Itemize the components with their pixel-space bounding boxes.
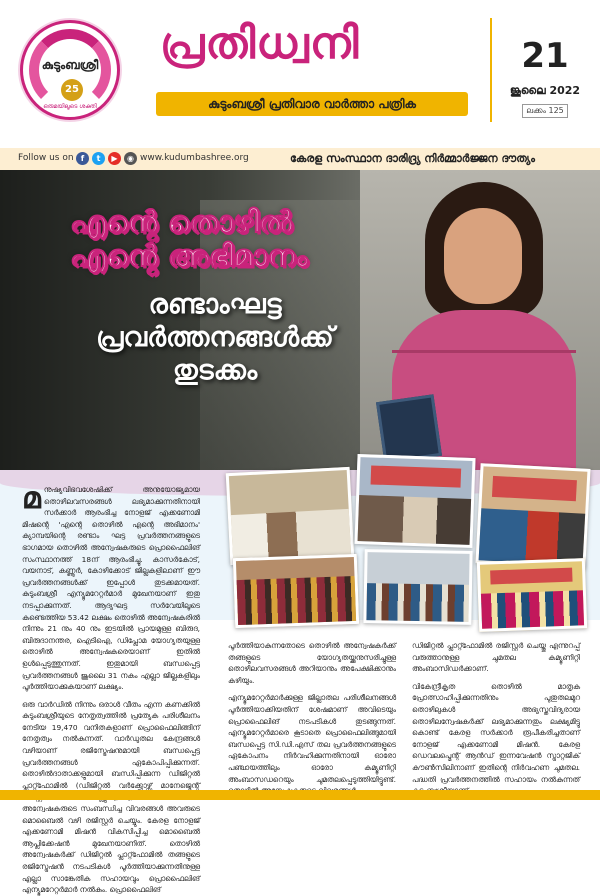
facebook-icon[interactable]: f [76, 152, 89, 165]
logo-tagline: ഒരുമയിലൂടെ ശക്തി [43, 103, 97, 110]
follow-bar [0, 148, 600, 170]
event-photo[interactable] [477, 558, 587, 632]
article-paragraph [22, 481, 200, 693]
article-column-2 [228, 640, 396, 786]
website-link[interactable]: www.kudumbashree.org [140, 153, 249, 163]
web-icon[interactable]: ◉ [124, 152, 137, 165]
event-photo[interactable] [354, 454, 475, 548]
youtube-icon[interactable]: ▶ [108, 152, 121, 165]
newsletter-title: പ്രതിധ്വനി [160, 18, 360, 69]
masthead-divider [490, 18, 492, 122]
article-paragraph: എന്യൂമറേറ്റർമാർക്കുള്ള ജില്ലാതല പരിശീലനങ്ങൾ പൂർത്തിയാക്കിയതിന് ശേഷമാണ് അവിടെയും പ്രൊഫൈലിങ് നടപടികൾ തുടങ്ങുന്നത്. എന്യൂമറേറ്റർമാരെ കൂടാതെ പ്രൊഫൈലിങ്ങുമായി ബന്ധപ്പെട്ട സി.ഡി.എസ് തല പ്രവർത്തനങ്ങളുടെ ഏകോപനം നിർവഹിക്കുന്നതിനായി ഓരോ പഞ്ചായത്തിലും ഓരോ കമ്യൂണിറ്റി അംബാസഡറെയും ചുമതലപ്പെടുത്തിയിട്ടുണ്ട്. [228, 693, 396, 784]
hero-subheadline [50, 288, 380, 387]
article-column-3 [412, 640, 580, 786]
article-text: നുഷ്യവിഭവശേഷിക്ക് അനുയോജ്യമായ തൊഴിലവസരങ്ങൾ ലഭ്യമാക്കുന്നതിനായി സർക്കാർ ആരംഭിച്ച നോളജ് എക്കണോമി മിഷന്റെ 'എന്റെ തൊഴിൽ എന്റെ അഭിമാനം' ക്യാമ്പയിന്റെ രണ്ടാം ഘട്ട പ്രവർത്തനങ്ങളുടെ ഭാഗമായ തൊഴിൽ അന്വേഷകരുടെ പ്രൊഫൈലിങ് സംസ്ഥാനത്ത് 18ന് ആരംഭിച്ചു. കാസർകോട്, വയനാട്, കണ്ണൂർ, കോഴിക്കോട് ജില്ലകളിലാണ് ഈ പ്രവർത്തനങ്ങൾക്ക് ഇപ്പോൾ തുടക്കമായത്. കുടുംബശ്രീ എന്യൂമറേറ്റർമാർ മുഖേനയാണ് ഇതു നടപ്പാക്കുന്നത്. ആദ്യഘട്ട സർവേയിലൂടെ കണ്ടെത്തിയ 53.42 ലക്ഷം തൊഴിൽ അന്വേഷകരിൽ നിന്നും 21 നും 40 നും ഇടയിൽ പ്രായമുള്ള ബിരുദ, ബിരുദാനന്തര, ഐടിഐ, ഡിപ്ലോമ യോഗ്യതയുള്ള തൊഴിൽ അന്വേഷകരെയാണ് ഇതിൽ ഉൾപ്പെടുത്തുന്നത്. ഇതുമായി ബന്ധപ്പെട്ട പ്രവർത്തനങ്ങൾ ജൂലൈ 31 നകം എല്ലാ ജില്ലകളിലും പൂർത്തിയാക്കുകയാണ് ലക്ഷ്യം. [22, 485, 200, 692]
event-photo[interactable] [363, 549, 472, 625]
hero-headline-line-2: എന്റെ അഭിമാനം [70, 239, 308, 274]
hero-books [376, 394, 442, 463]
hero-woman-face [444, 208, 522, 304]
article-paragraph: ഒരു വാർഡിൽ നിന്നും ഒരാൾ വീതം എന്ന കണക്കിൽ കുടുംബശ്രീയുടെ നേതൃത്വത്തിൽ പ്രത്യേക പരിശീലനം നേടിയ 19,470 വനിതകളാണ് പ്രൊഫൈലിങ്ങിന് നേതൃത്വം നൽകുന്നത്. വാർഡുതല കേന്ദ്രങ്ങൾ വഴിയാണ് രജിസ്ട്രേഷനുമായി ബന്ധപ്പെട്ട പ്രവർത്തനങ്ങൾ ഏകോപിപ്പിക്കുന്നത്. തൊഴിൽദാതാക്കളുമായി ബന്ധിപ്പിക്കുന്ന ഡിജിറ്റൽ പ്ലാറ്റ്ഫോമിൽ (ഡിജിറ്റൽ വർക്ക്ഫോഴ്സ് മാനേജ്മെന്റ് അന്വേഷകരുടെ സംബന്ധിച്ച വിവരങ്ങൾ അവരുടെ മൊബൈൽ വഴി രജിസ്റ്റർ ചെയ്യും. കേരള നോളജ് എക്കണോമി മിഷൻ വികസിപ്പിച്ച മൊബൈൽ ആപ്ലിക്കേഷൻ മുഖേനയാണിത്. തൊഴിൽ അന്വേഷകർക്ക് ഡിജിറ്റൽ പ്ലാറ്റ്ഫോമിൽ തങ്ങളുടെ രജിസ്ട്രേഷൻ നടപടികൾ പൂർത്തിയാക്കുന്നതിനുള്ള എല്ലാ സാങ്കേതിക സഹായവും പ്രൊഫൈലിങ് എന്യൂമറേറ്റർമാർ നൽകും. പ്രൊഫൈലിങ് [22, 699, 200, 895]
event-photo[interactable] [233, 554, 359, 628]
issue-volume: ലക്കം 125 [522, 104, 568, 118]
hero-sub-line-1: രണ്ടാംഘട്ട [148, 289, 282, 320]
logo-anniversary-badge: 25 [61, 79, 83, 101]
hero-headline-line-1: എന്റെ തൊഴിൽ [70, 205, 293, 240]
newsletter-subtitle: കുടുംബശ്രീ പ്രതിവാര വാർത്താ പത്രിക [156, 92, 468, 116]
event-photo[interactable] [475, 463, 590, 569]
article-paragraph: വികേന്ദ്രീകൃത തൊഴിൽ മാതൃക പ്രോത്സാഹിപ്പിക്കുന്നതിനും പുതുതലമുറ തൊഴിലുകൾ അഭ്യസ്തവിദ്യരായ തൊഴിലന്വേഷകർക്ക് ലഭ്യമാക്കുന്നതും ലക്ഷ്യമിട്ടു കൊണ്ട് കേരള സർക്കാർ രൂപീകരിച്ചതാണ് നോളജ് എക്കണോമി മിഷൻ. കേരള ഡെവലപ്മെന്റ് ആൻഡ് ഇന്നവേഷൻ സ്ട്രാറ്റജിക് കൗൺസിലിനാണ് ഇതിന്റെ നിർവഹണ ചുമതല. പദ്ധതി പ്രവർത്തനത്തിൽ സഹായം നൽകുന്നത് [412, 681, 580, 784]
article-section [0, 470, 600, 895]
hero-sub-line-2: പ്രവർത്തനങ്ങൾക്ക് [96, 322, 334, 353]
photo-collage [228, 456, 588, 634]
article-paragraph: പൂർത്തിയാകുന്നതോടെ തൊഴിൽ അന്വേഷകർക്ക് തങ്ങളുടെ യോഗ്യതയ്ക്കനുസരിച്ചുള്ള തൊഴിലവസരങ്ങൾ അറിയാനും അപേക്ഷിക്കാനും കഴിയും. [228, 641, 396, 685]
follow-label: Follow us on [18, 153, 74, 163]
hero-sub-line-3: തുടക്കം [172, 355, 258, 386]
kudumbashree-logo[interactable] [20, 20, 120, 120]
article-paragraph: ഡിജിറ്റൽ പ്ലാറ്റ്ഫോമിൽ രജിസ്റ്റർ ചെയ്തു എന്നുറപ്പ് വരുത്താനുള്ള ചുമതല കമ്യൂണിറ്റി അംബാസിഡർക്കാണ്. [412, 641, 580, 674]
hero-headline [70, 206, 308, 274]
issue-day: 21 [521, 36, 569, 76]
drop-cap: മ [22, 481, 41, 516]
issue-month: ജൂലൈ 2022 [509, 84, 581, 97]
masthead [0, 0, 600, 148]
logo-name: കുടുംബശ്രീ [41, 58, 99, 72]
mission-tagline: കേരള സംസ്ഥാന ദാരിദ്ര്യ നിർമ്മാർജ്ജന ദൗത്യം [290, 152, 536, 165]
social-icons [76, 152, 137, 165]
twitter-icon[interactable]: t [92, 152, 105, 165]
article-column-1 [22, 481, 200, 895]
footer-bar [0, 790, 600, 800]
hero-banner [0, 170, 600, 470]
event-photo[interactable] [226, 467, 355, 565]
